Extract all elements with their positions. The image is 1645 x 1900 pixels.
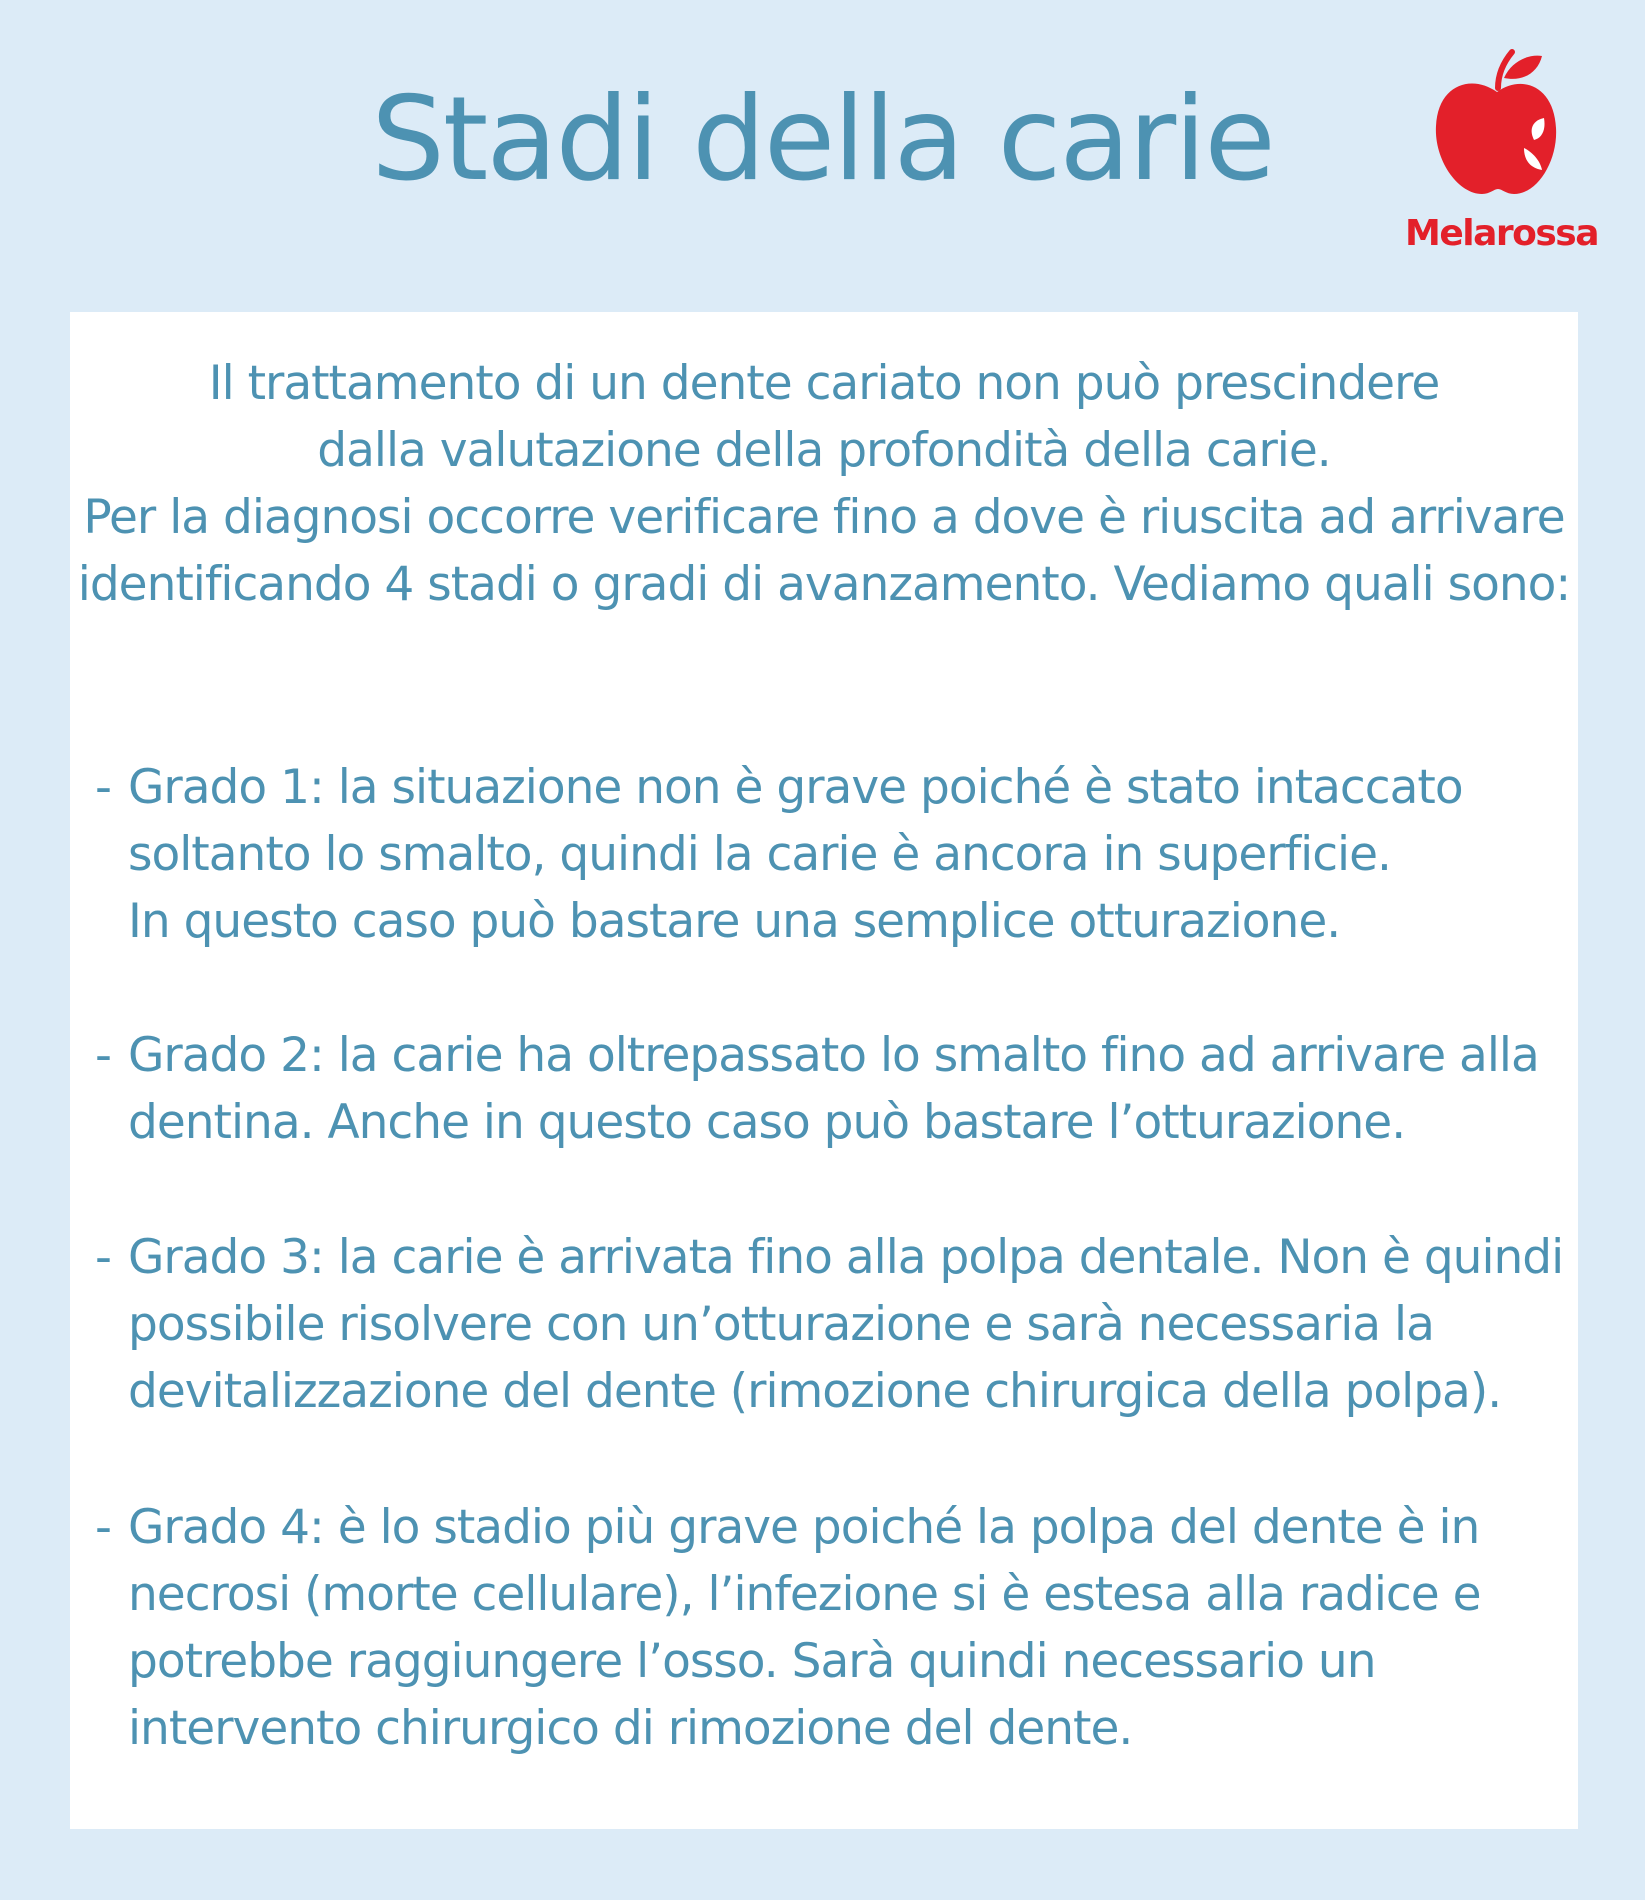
intro-paragraph-1 — [70, 350, 1578, 484]
content-card — [70, 312, 1578, 1829]
list-dash: - — [95, 1500, 111, 1555]
grade-line: Grado 4: è lo stadio più grave poiché la polpa del dente è in — [128, 1500, 1480, 1555]
grade-item-1 — [95, 754, 1565, 955]
grade-line: possibile risolvere con un’otturazione e sarà necessaria la — [128, 1297, 1434, 1352]
brand-logo — [1405, 48, 1599, 263]
grade-line: intervento chirurgico di rimozione del dente. — [128, 1701, 1133, 1756]
intro-line: dalla valutazione della profondità della carie. — [317, 423, 1331, 478]
grade-line: Grado 1: la situazione non è grave poiché è stato intaccato — [128, 760, 1463, 815]
brand-name: Melarossa — [1405, 213, 1599, 254]
grade-line: soltanto lo smalto, quindi la carie è ancora in superficie. — [128, 827, 1391, 882]
grade-item-2 — [95, 1022, 1565, 1156]
grade-line: In questo caso può bastare una semplice otturazione. — [128, 894, 1341, 949]
intro-line: identificando 4 stadi o gradi di avanzamento. Vediamo quali sono: — [77, 557, 1571, 612]
list-dash: - — [95, 1028, 111, 1083]
intro-line: Per la diagnosi occorre verificare fino a dove è riuscita ad arrivare — [83, 490, 1565, 545]
list-dash: - — [95, 760, 111, 815]
intro-paragraph-2 — [70, 484, 1578, 618]
page-title: Stadi della carie — [371, 72, 1274, 207]
grade-line: Grado 2: la carie ha oltrepassato lo smalto fino ad arrivare alla — [128, 1028, 1539, 1083]
grade-item-4 — [95, 1494, 1565, 1762]
grade-line: necrosi (morte cellulare), l’infezione si è estesa alla radice e — [128, 1567, 1481, 1622]
grade-line: devitalizzazione del dente (rimozione chirurgica della polpa). — [128, 1364, 1502, 1419]
apple-logo-icon — [1432, 48, 1562, 198]
intro-line: Il trattamento di un dente cariato non può prescindere — [208, 356, 1440, 411]
grade-line: Grado 3: la carie è arrivata fino alla polpa dentale. Non è quindi — [128, 1230, 1564, 1285]
grade-line: potrebbe raggiungere l’osso. Sarà quindi necessario un — [128, 1634, 1376, 1689]
grade-item-3 — [95, 1224, 1565, 1425]
list-dash: - — [95, 1230, 111, 1285]
grade-line: dentina. Anche in questo caso può bastare l’otturazione. — [128, 1095, 1406, 1150]
